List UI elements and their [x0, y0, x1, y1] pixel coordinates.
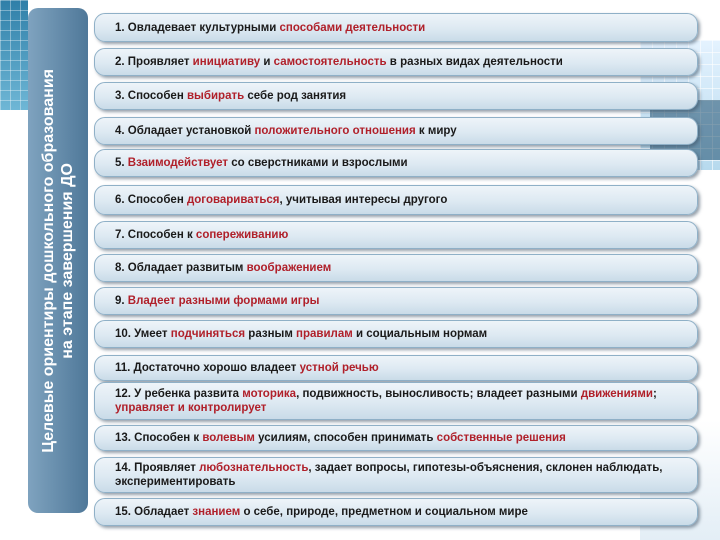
item-text: 7. Способен к: [115, 229, 196, 241]
item-text: 5.: [115, 157, 128, 169]
decor-grid-left: [0, 0, 28, 110]
target-item: [94, 457, 698, 493]
target-item: [94, 425, 698, 451]
target-item: [94, 221, 698, 249]
highlight-text: Взаимодействует: [127, 157, 229, 169]
highlight-text: способами деятельности: [279, 21, 426, 34]
target-text: [115, 505, 528, 519]
item-text: 9.: [115, 295, 128, 307]
highlight-text: подчиняться: [170, 328, 246, 340]
target-text: [115, 193, 447, 207]
highlight-text: моторика: [242, 388, 297, 400]
highlight-text: управляет и контролирует: [115, 402, 267, 414]
page-title: [39, 69, 77, 453]
item-text: и социальным нормам: [352, 328, 488, 340]
vertical-title-panel: [28, 8, 88, 513]
item-text: 6. Способен: [115, 194, 187, 206]
target-item: [94, 382, 698, 420]
target-text: [115, 21, 425, 35]
highlight-text: движениями: [580, 388, 653, 400]
highlight-text: выбирать: [186, 90, 245, 102]
target-item: [94, 13, 698, 42]
item-text: разным: [245, 328, 297, 340]
item-text: , подвижность, выносливость; владеет разными: [296, 388, 581, 400]
item-text: 12. У ребенка развита: [115, 388, 243, 400]
item-text: 1. Овладевает культурными: [115, 21, 280, 34]
highlight-text: договариваться: [186, 194, 280, 206]
highlight-text: инициативу: [192, 56, 261, 68]
item-text: 15. Обладает: [115, 506, 193, 518]
target-text: [115, 327, 487, 341]
item-text: со сверстниками и взрослыми: [228, 157, 408, 169]
highlight-text: устной речью: [299, 362, 379, 374]
target-text: [115, 461, 685, 489]
item-text: и: [260, 56, 274, 68]
item-text: 14. Проявляет: [115, 462, 200, 474]
item-text: , учитывая интересы другого: [279, 194, 448, 206]
highlight-text: сопереживанию: [195, 229, 289, 241]
title-line-2: на этапе завершения ДО: [59, 162, 76, 359]
item-text: к миру: [415, 125, 457, 137]
highlight-text: положительного отношения: [254, 125, 416, 137]
highlight-text: самостоятельность: [273, 56, 387, 68]
item-text: ;: [652, 388, 657, 400]
item-text: 10. Умеет: [115, 328, 171, 340]
target-item: [94, 355, 698, 381]
target-item: [94, 320, 698, 348]
item-text: 4. Обладает установкой: [115, 125, 255, 137]
highlight-text: воображением: [246, 262, 332, 274]
item-text: в разных видах деятельности: [386, 56, 563, 68]
highlight-text: собственные решения: [436, 432, 566, 444]
title-line-1: Целевые ориентиры дошкольного образования: [40, 68, 57, 453]
highlight-text: правилам: [296, 328, 353, 340]
target-item: [94, 254, 698, 282]
item-text: , задает вопросы, гипотезы-объяснения, склонен наблюдать, экспериментировать: [115, 462, 663, 488]
target-text: [115, 294, 319, 308]
item-text: усилиям, способен принимать: [254, 432, 437, 444]
target-text: [115, 124, 457, 138]
target-text: [115, 228, 288, 242]
target-text: [115, 55, 563, 69]
highlight-text: волевым: [202, 432, 255, 444]
target-item: [94, 149, 698, 177]
item-text: о себе, природе, предметном и социальном мире: [240, 506, 528, 518]
target-item: [94, 287, 698, 315]
target-item: [94, 185, 698, 215]
target-item: [94, 498, 698, 526]
highlight-text: знанием: [192, 506, 241, 518]
target-text: [115, 361, 379, 375]
highlight-text: любознательность: [199, 462, 309, 474]
target-text: [115, 261, 331, 275]
item-text: 11. Достаточно хорошо владеет: [115, 362, 300, 374]
item-text: 3. Способен: [115, 90, 187, 102]
target-text: [115, 431, 566, 445]
target-item: [94, 117, 698, 145]
item-text: 8. Обладает развитым: [115, 262, 247, 274]
target-item: [94, 48, 698, 76]
item-text: 13. Способен к: [115, 432, 203, 444]
target-text: [115, 89, 346, 103]
highlight-text: Владеет разными формами игры: [127, 295, 320, 307]
target-text: [115, 156, 408, 170]
item-text: 2. Проявляет: [115, 56, 193, 68]
target-item: [94, 82, 698, 110]
target-text: [115, 387, 685, 415]
item-text: себе род занятия: [244, 90, 347, 102]
